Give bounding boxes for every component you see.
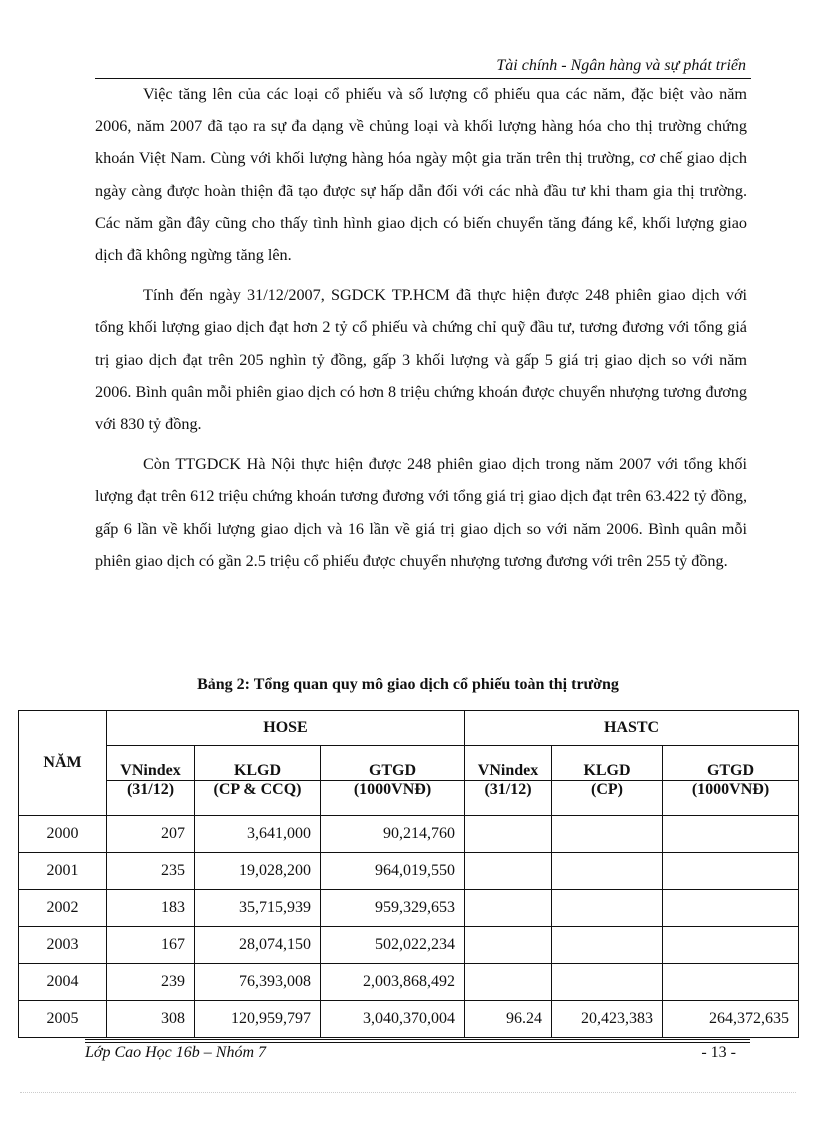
table-cell: 502,022,234 xyxy=(321,927,465,964)
table-cell: 20,423,383 xyxy=(552,1001,663,1038)
column-unit: (31/12) xyxy=(465,781,552,816)
column-header: KLGD xyxy=(195,746,321,781)
table-cell xyxy=(663,853,799,890)
table-row xyxy=(19,853,799,890)
table-cell xyxy=(552,890,663,927)
table-column-header-row xyxy=(19,746,799,781)
table-cell: 183 xyxy=(107,890,195,927)
table-cell: 959,329,653 xyxy=(321,890,465,927)
group-header-hastc: HASTC xyxy=(465,711,799,746)
column-header: GTGD xyxy=(321,746,465,781)
table-group-header-row xyxy=(19,711,799,746)
column-unit: (31/12) xyxy=(107,781,195,816)
column-unit: (CP) xyxy=(552,781,663,816)
table-cell xyxy=(663,927,799,964)
column-header: VNindex xyxy=(465,746,552,781)
table-cell: 120,959,797 xyxy=(195,1001,321,1038)
table-cell xyxy=(465,927,552,964)
table-cell: 2,003,868,492 xyxy=(321,964,465,1001)
page-edge-divider xyxy=(20,1092,796,1093)
table-cell-year: 2000 xyxy=(19,816,107,853)
table-cell xyxy=(552,964,663,1001)
body-text xyxy=(95,78,747,585)
column-header: GTGD xyxy=(663,746,799,781)
table-cell xyxy=(663,964,799,1001)
table-cell-year: 2004 xyxy=(19,964,107,1001)
column-unit: (1000VNĐ) xyxy=(663,781,799,816)
table-cell xyxy=(465,853,552,890)
table-row xyxy=(19,927,799,964)
table-cell xyxy=(663,816,799,853)
paragraph-1: Việc tăng lên của các loại cổ phiếu và số lượng cổ phiếu qua các năm, đặc biệt vào năm 2006, năm 2007 đã tạo ra sự đa dạng về chủng loại và khối lượng hàng hóa cho thị trường chứng khoán Việt Nam. Cùng với khối lượng hàng hóa ngày một gia trăn trên thị trường, cơ chế giao dịch ngày càng được hoàn thiện đã tạo được sự hấp dẫn đối với các nhà đầu tư khi tham gia thị trường. Các năm gần đây cũng cho thấy tình hình giao dịch có biến chuyển tăng đáng kể, khối lượng giao dịch đã không ngừng tăng lên. xyxy=(95,85,747,265)
table-cell xyxy=(552,853,663,890)
table-cell: 239 xyxy=(107,964,195,1001)
table-cell-year: 2005 xyxy=(19,1001,107,1038)
table-row xyxy=(19,816,799,853)
paragraph-3: Còn TTGDCK Hà Nội thực hiện được 248 phiên giao dịch trong năm 2007 với tổng khối lượng đạt trên 612 triệu chứng khoán tương đương với tổng giá trị giao dịch đạt trên 63.422 tỷ đồng, gấp 6 lần về khối lượng giao dịch và 16 lần về giá trị giao dịch so với năm 2006. Bình quân mỗi phiên giao dịch có gần 2.5 triệu cổ phiếu được chuyển nhượng tương đương với trên 255 tỷ đồng. xyxy=(95,455,747,570)
table-cell: 19,028,200 xyxy=(195,853,321,890)
table-cell: 76,393,008 xyxy=(195,964,321,1001)
table-cell: 96.24 xyxy=(465,1001,552,1038)
table-cell: 308 xyxy=(107,1001,195,1038)
table-cell: 90,214,760 xyxy=(321,816,465,853)
market-stats-table xyxy=(18,710,799,1038)
footer-rule xyxy=(85,1039,750,1040)
table-column-unit-row xyxy=(19,781,799,816)
group-header-hose: HOSE xyxy=(107,711,465,746)
table-cell: 207 xyxy=(107,816,195,853)
table-cell xyxy=(465,816,552,853)
table-cell: 264,372,635 xyxy=(663,1001,799,1038)
table-cell xyxy=(465,964,552,1001)
page-number: - 13 - xyxy=(701,1044,736,1061)
footer-class-group: Lớp Cao Học 16b – Nhóm 7 xyxy=(85,1044,266,1061)
column-unit: (1000VNĐ) xyxy=(321,781,465,816)
table-cell: 235 xyxy=(107,853,195,890)
column-header: KLGD xyxy=(552,746,663,781)
table-cell xyxy=(663,890,799,927)
column-header: VNindex xyxy=(107,746,195,781)
table-cell: 964,019,550 xyxy=(321,853,465,890)
running-header-title: Tài chính - Ngân hàng và sự phát triển xyxy=(496,57,746,74)
table-row xyxy=(19,1001,799,1038)
table-cell xyxy=(552,816,663,853)
table-cell xyxy=(552,927,663,964)
table-cell xyxy=(465,890,552,927)
table-cell-year: 2002 xyxy=(19,890,107,927)
footer-rule-double xyxy=(85,1042,750,1043)
table-cell-year: 2003 xyxy=(19,927,107,964)
column-unit: (CP & CCQ) xyxy=(195,781,321,816)
table-cell: 35,715,939 xyxy=(195,890,321,927)
table-cell: 167 xyxy=(107,927,195,964)
paragraph-2: Tính đến ngày 31/12/2007, SGDCK TP.HCM đã thực hiện được 248 phiên giao dịch với tổng khối lượng giao dịch đạt hơn 2 tỷ cổ phiếu và chứng chỉ quỹ đầu tư, tương đương với tổng giá trị giao dịch đạt trên 205 nghìn tỷ đồng, gấp 3 khối lượng và gấp 5 giá trị giao dịch so với năm 2006. Bình quân mỗi phiên giao dịch có hơn 8 triệu chứng khoán được chuyển nhượng tương đương với 830 tỷ đồng. xyxy=(95,286,747,434)
table-cell: 28,074,150 xyxy=(195,927,321,964)
table-cell: 3,641,000 xyxy=(195,816,321,853)
table-caption: Bảng 2: Tổng quan quy mô giao dịch cổ phiếu toàn thị trường xyxy=(197,676,619,693)
year-column-header: NĂM xyxy=(19,711,107,816)
table-row xyxy=(19,890,799,927)
table-row xyxy=(19,964,799,1001)
table-cell: 3,040,370,004 xyxy=(321,1001,465,1038)
table-cell-year: 2001 xyxy=(19,853,107,890)
